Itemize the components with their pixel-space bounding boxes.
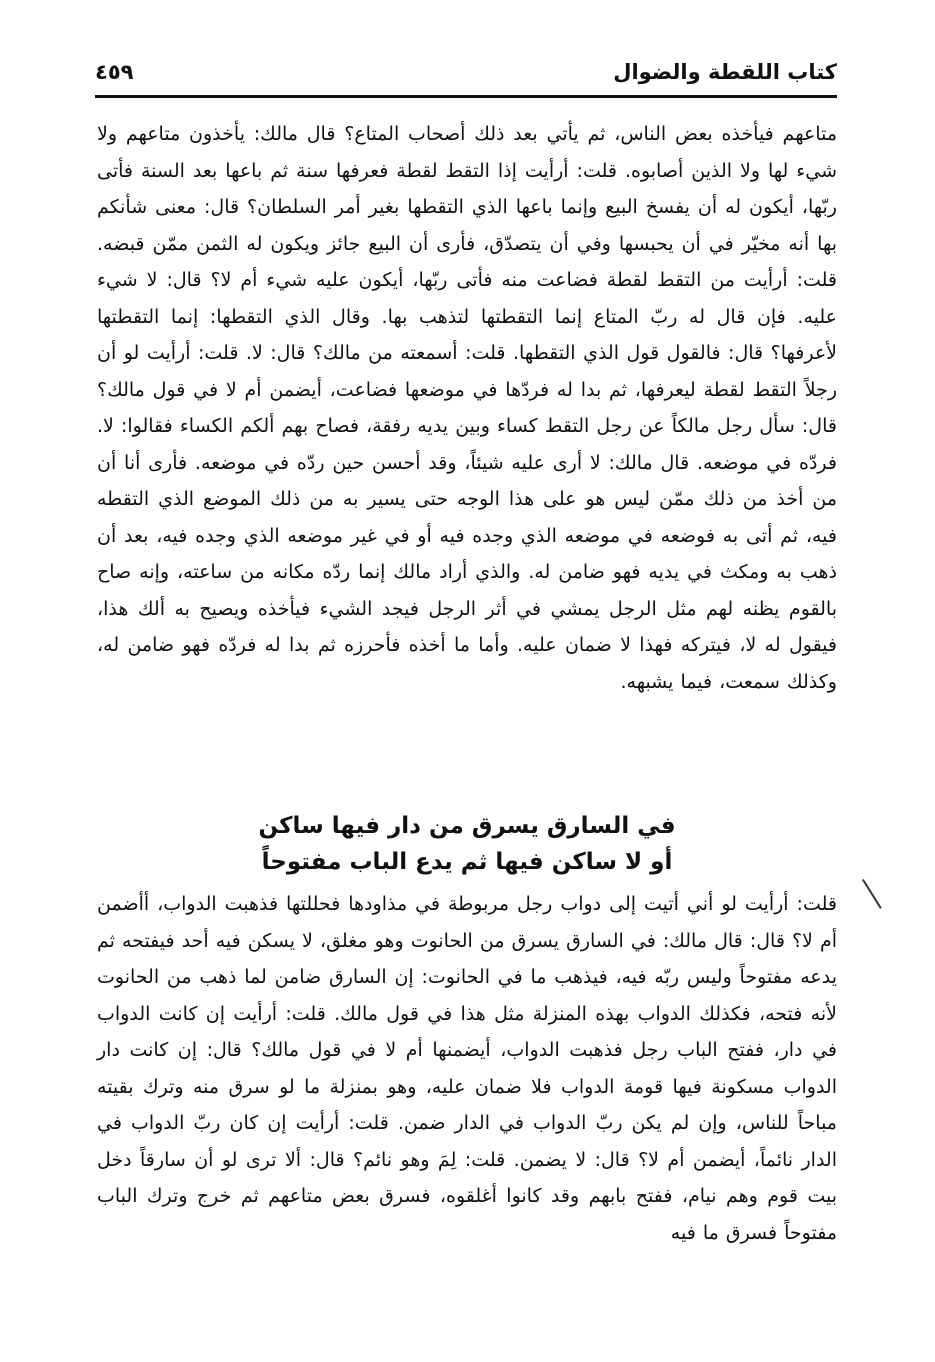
page-header: [95, 58, 837, 94]
margin-pen-mark: [862, 879, 882, 909]
section-heading: [97, 808, 837, 880]
section-heading-line-1: في السارق يسرق من دار فيها ساكن: [258, 813, 676, 839]
section-heading-line-2: أو لا ساكن فيها ثم يدع الباب مفتوحاً: [261, 849, 673, 875]
header-rule: [95, 95, 837, 98]
paragraph-lost-property: متاعهم فيأخذه بعض الناس، ثم يأتي بعد ذلك أصحاب المتاع؟ قال مالك: يأخذون متاعهم ولا شيء لها ولا الذين أصابوه. قلت: أرأيت إذا التقط لقطة فعرفها سنة ثم باعها بعد السنة فأتى ربّها، أيكون له أن يفسخ البيع وإنما باعها الذي التقطها بغير أمر السلطان؟ قال: معنى شأنكم بها أنه مخيّر في أن يحبسها وفي أن يتصدّق، فأرى أن البيع جائز ويكون له الثمن ممّن قبضه. قلت: أرأيت من التقط لقطة فضاعت منه فأتى ربّها، أيكون عليه شيء أم لا؟ قال: لا شيء عليه. فإن قال له ربّ المتاع إنما التقطتها لتذهب بها. وقال الذي التقطها: إنما التقطتها لأعرفها؟ قال: فالقول قول الذي التقطها. قلت: أسمعته من مالك؟ قال: لا. قلت: أرأيت لو أن رجلاً التقط لقطة ليعرفها، ثم بدا له فردّها في موضعها فضاعت، أيضمن أم لا في قول مالك؟ قال: سأل رجل مالكاً عن رجل التقط كساء وبين يديه رفقة، فصاح بهم ألكم الكساء فقالوا: لا. فردّه في موضعه. قال مالك: لا أرى عليه شيئاً، وقد أحسن حين ردّه في موضعه. فأرى أنا أن من أخذ من ذلك ممّن ليس هو على هذا الوجه حتى يسير به من ذلك الموضع الذي التقطه فيه، ثم أتى به فوضعه في موضعه الذي وجده فيه أو في غير موضعه الذي وجده فيه، بعد أن ذهب به ومكث في يديه فهو ضامن له. والذي أراد مالك إنما ردّه مكانه من ساعته، وإنه صاح بالقوم يظنه لهم مثل الرجل يمشي في أثر الرجل فيجد الشيء فيأخذه ويصيح به ألك هذا، فيقول له لا، فيتركه فهذا لا ضمان عليه. وأما ما أخذه فأحرزه ثم بدا له فردّه فهو ضامن له، وكذلك سمعت، فيما يشبهه.: [97, 123, 837, 693]
paragraph-thief-door: قلت: أرأيت لو أني أتيت إلى دواب رجل مربوطة في مذاودها فحللتها فذهبت الدواب، أأضمن أم لا؟ قال: قال مالك: في السارق يسرق من الحانوت وهو مغلق، لا يسكن فيه أحد فيفتحه ثم يدعه مفتوحاً وليس ربّه فيه، فيذهب ما في الحانوت: إن السارق ضامن لما ذهب من الحانوت لأنه فتحه، فكذلك الدواب بهذه المنزلة مثل هذا في قول مالك. قلت: أرأيت إن كانت الدواب في دار، ففتح الباب رجل فذهبت الدواب، أيضمنها أم لا في قول مالك؟ قال: إن كانت دار الدواب مسكونة فيها قومة الدواب فلا ضمان عليه، وهو بمنزلة ما لو سرق منه وترك بقيته مباحاً للناس، وإن لم يكن ربّ الدواب في الدار ضمن. قلت: أرأيت إن كان ربّ الدواب في الدار نائماً، أيضمن أم لا؟ قال: لا يضمن. قلت: لِمَ وهو نائم؟ قال: ألا ترى لو أن سارقاً دخل بيت قوم وهم نيام، ففتح بابهم وقد كانوا أغلقوه، فسرق بعض متاعهم ثم خرج وترك الباب مفتوحاً فسرق ما فيه: [97, 893, 837, 1244]
running-title: كتاب اللقطة والضوال: [613, 60, 837, 84]
page-number: ٤٥٩: [95, 60, 134, 84]
